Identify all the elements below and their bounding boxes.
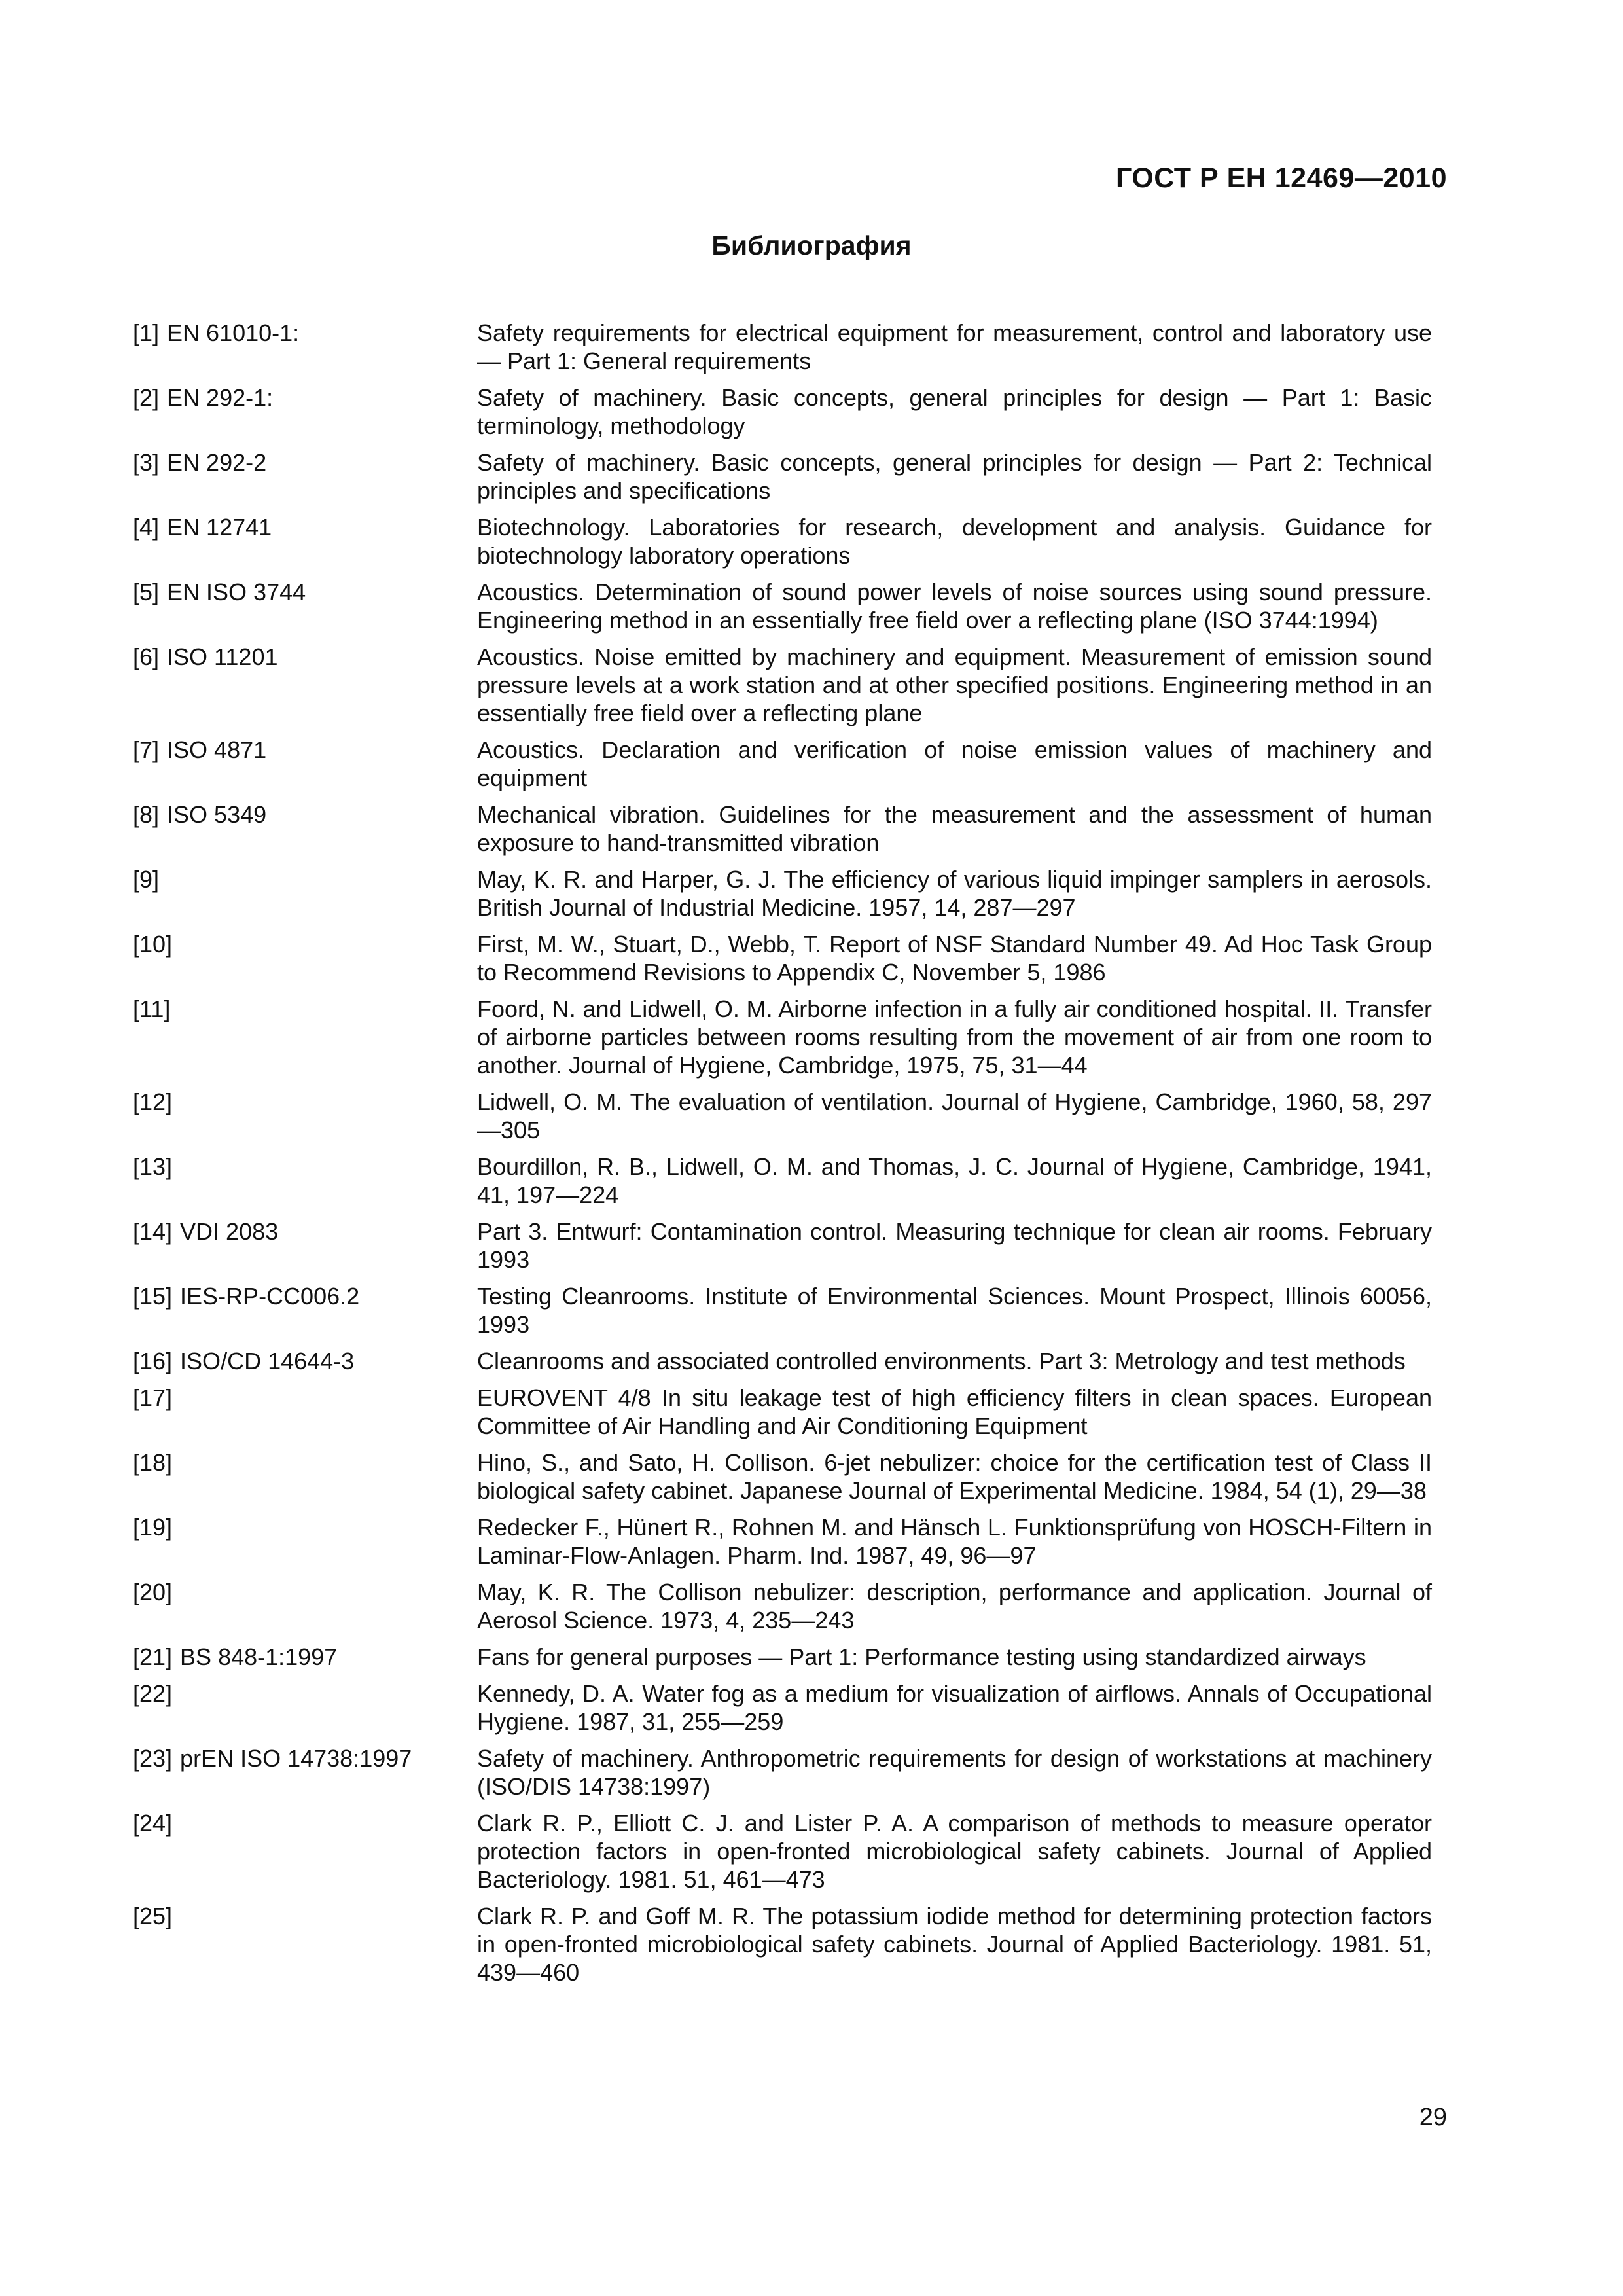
reference-text: Fans for general purposes — Part 1: Performance testing using standardized airways: [477, 1643, 1366, 1670]
reference-code: IES-RP-CC006.2: [180, 1283, 360, 1310]
reference-text: Kennedy, D. A. Water fog as a medium for visualization of airflows. Annals of Occupational Hygiene. 1987, 31, 255—259: [477, 1680, 1432, 1735]
reference-text: First, M. W., Stuart, D., Webb, T. Report of NSF Standard Number 49. Ad Hoc Task Group to Recommend Revisions to Appendix C, November 5, 1986: [477, 931, 1432, 986]
reference-number: [7]: [133, 736, 160, 763]
reference-text: Biotechnology. Laboratories for research, development and analysis. Guidance for biotechnology laboratory operations: [477, 514, 1432, 569]
reference-entry: [133, 995, 1432, 1079]
reference-number: [2]: [133, 384, 160, 411]
reference-entry: [133, 1744, 1432, 1801]
reference-entry: [133, 736, 1432, 792]
reference-text: Part 3. Entwurf: Contamination control. Measuring technique for clean air rooms. February 1993: [477, 1218, 1432, 1273]
reference-entry: [133, 513, 1432, 569]
reference-entry: [133, 1384, 1432, 1440]
reference-label: [133, 995, 477, 1079]
reference-number: [3]: [133, 449, 160, 476]
reference-text: Mechanical vibration. Guidelines for the measurement and the assessment of human exposure to hand-transmitted vibration: [477, 801, 1432, 856]
reference-text: Bourdillon, R. B., Lidwell, O. M. and Thomas, J. C. Journal of Hygiene, Cambridge, 1941, 41, 197—224: [477, 1153, 1432, 1208]
reference-number: [5]: [133, 579, 160, 605]
reference-text: Clark R. P., Elliott C. J. and Lister P. A. A comparison of methods to measure operator protection factors in open-fronted microbiological safety cabinets. Journal of Applied Bacteriology. 1981. 51, 461—473: [477, 1810, 1432, 1893]
reference-label: [133, 800, 477, 857]
reference-label: [133, 1744, 477, 1801]
reference-text: Hino, S., and Sato, H. Collison. 6-jet nebulizer: choice for the certification test of Class II biological safety cabinet. Japanese Journal of Experimental Medicine. 1984, 54 (1), 29—38: [477, 1449, 1432, 1504]
reference-label: [133, 1217, 477, 1274]
reference-text: Redecker F., Hünert R., Rohnen M. and Hänsch L. Funktionsprüfung von HOSCH-Filtern in Laminar-Flow-Anlagen. Pharm. Ind. 1987, 49, 96—97: [477, 1514, 1432, 1569]
reference-text: Clark R. P. and Goff M. R. The potassium iodide method for determining protection factors in open-fronted microbiological safety cabinets. Journal of Applied Bacteriology. 1981. 51, 439—460: [477, 1903, 1432, 1986]
reference-label: [133, 1153, 477, 1209]
page-number: 29: [1419, 2104, 1447, 2131]
reference-number: [11]: [133, 996, 171, 1022]
reference-number: [23]: [133, 1745, 173, 1772]
reference-label: [133, 1679, 477, 1736]
reference-number: [1]: [133, 319, 160, 346]
reference-entry: [133, 1153, 1432, 1209]
reference-entry: [133, 1578, 1432, 1634]
reference-number: [22]: [133, 1680, 173, 1707]
reference-number: [17]: [133, 1384, 173, 1411]
reference-code: EN 292-2: [167, 449, 267, 476]
reference-code: EN 292-1:: [167, 384, 274, 411]
reference-code: ISO 4871: [167, 736, 267, 763]
reference-text: Cleanrooms and associated controlled environments. Part 3: Metrology and test methods: [477, 1348, 1406, 1374]
reference-code: EN 61010-1:: [167, 319, 300, 346]
standard-code: ГОСТ Р ЕН 12469—2010: [1116, 162, 1447, 194]
reference-code: prEN ISO 14738:1997: [180, 1745, 412, 1772]
reference-entry: [133, 319, 1432, 375]
reference-text: Safety of machinery. Basic concepts, general principles for design — Part 1: Basic terminology, methodology: [477, 384, 1432, 439]
reference-entry: [133, 1217, 1432, 1274]
reference-entry: [133, 1088, 1432, 1144]
reference-text: Testing Cleanrooms. Institute of Environmental Sciences. Mount Prospect, Illinois 60056, 1993: [477, 1283, 1432, 1338]
reference-number: [18]: [133, 1449, 173, 1476]
reference-label: [133, 736, 477, 792]
reference-label: [133, 513, 477, 569]
reference-number: [13]: [133, 1153, 173, 1180]
reference-code: EN 12741: [167, 514, 272, 541]
reference-label: [133, 865, 477, 922]
reference-label: [133, 1643, 477, 1671]
reference-entry: [133, 1902, 1432, 1986]
reference-label: [133, 643, 477, 727]
reference-code: ISO 5349: [167, 801, 267, 828]
reference-entry: [133, 384, 1432, 440]
reference-number: [25]: [133, 1903, 173, 1929]
reference-entry: [133, 1809, 1432, 1893]
reference-label: [133, 1448, 477, 1505]
reference-entry: [133, 1347, 1432, 1375]
reference-number: [15]: [133, 1283, 173, 1310]
reference-label: [133, 448, 477, 505]
reference-code: ISO/CD 14644-3: [180, 1348, 355, 1374]
reference-number: [21]: [133, 1643, 173, 1670]
reference-entry: [133, 1643, 1432, 1671]
reference-code: EN ISO 3744: [167, 579, 306, 605]
reference-entry: [133, 1282, 1432, 1338]
reference-entry: [133, 800, 1432, 857]
reference-number: [9]: [133, 866, 160, 893]
reference-text: Safety of machinery. Basic concepts, general principles for design — Part 2: Technical principles and specifications: [477, 449, 1432, 504]
reference-label: [133, 1809, 477, 1893]
reference-entry: [133, 1448, 1432, 1505]
reference-label: [133, 1902, 477, 1986]
reference-entry: [133, 448, 1432, 505]
reference-label: [133, 1088, 477, 1144]
reference-number: [4]: [133, 514, 160, 541]
reference-label: [133, 1513, 477, 1570]
reference-label: [133, 384, 477, 440]
reference-text: Acoustics. Determination of sound power levels of noise sources using sound pressure. Engineering method in an essentially free field over a reflecting plane (ISO 3744:1994): [477, 579, 1432, 634]
reference-label: [133, 1347, 477, 1375]
reference-number: [10]: [133, 931, 173, 958]
reference-number: [24]: [133, 1810, 173, 1837]
reference-label: [133, 319, 477, 375]
reference-number: [8]: [133, 801, 160, 828]
reference-code: BS 848-1:1997: [180, 1643, 338, 1670]
reference-text: Safety of machinery. Anthropometric requirements for design of workstations at machinery (ISO/DIS 14738:1997): [477, 1745, 1432, 1800]
reference-number: [20]: [133, 1579, 173, 1605]
reference-text: Lidwell, O. M. The evaluation of ventilation. Journal of Hygiene, Cambridge, 1960, 58, 297—305: [477, 1088, 1432, 1143]
reference-number: [16]: [133, 1348, 173, 1374]
reference-code: ISO 11201: [167, 643, 278, 670]
reference-number: [6]: [133, 643, 160, 670]
reference-text: Acoustics. Declaration and verification of noise emission values of machinery and equipment: [477, 736, 1432, 791]
reference-entry: [133, 1513, 1432, 1570]
reference-text: May, K. R. and Harper, G. J. The efficiency of various liquid impinger samplers in aerosols. British Journal of Industrial Medicine. 1957, 14, 287—297: [477, 866, 1432, 921]
reference-entry: [133, 643, 1432, 727]
reference-entry: [133, 865, 1432, 922]
reference-text: Foord, N. and Lidwell, O. M. Airborne infection in a fully air conditioned hospital. II. Transfer of airborne particles between rooms resulting from the movement of air from one room to another. Journal of Hygiene, Cambridge, 1975, 75, 31—44: [477, 996, 1432, 1079]
reference-number: [19]: [133, 1514, 173, 1541]
reference-entry: [133, 930, 1432, 986]
reference-entry: [133, 578, 1432, 634]
reference-text: Acoustics. Noise emitted by machinery and equipment. Measurement of emission sound pressure levels at a work station and at other specified positions. Engineering method in an essentially free field over a reflecting plane: [477, 643, 1432, 726]
reference-code: VDI 2083: [180, 1218, 279, 1245]
reference-number: [14]: [133, 1218, 173, 1245]
reference-number: [12]: [133, 1088, 173, 1115]
reference-label: [133, 578, 477, 634]
reference-text: Safety requirements for electrical equipment for measurement, control and laboratory use — Part 1: General requirements: [477, 319, 1432, 374]
page-title: Библиография: [711, 230, 912, 260]
reference-label: [133, 1578, 477, 1634]
reference-entry: [133, 1679, 1432, 1736]
reference-label: [133, 930, 477, 986]
reference-label: [133, 1282, 477, 1338]
bibliography-list: [133, 319, 1432, 1995]
reference-text: EUROVENT 4/8 In situ leakage test of high efficiency filters in clean spaces. European Committee of Air Handling and Air Conditioning Equipment: [477, 1384, 1432, 1439]
reference-text: May, K. R. The Collison nebulizer: description, performance and application. Journal of Aerosol Science. 1973, 4, 235—243: [477, 1579, 1432, 1634]
reference-label: [133, 1384, 477, 1440]
